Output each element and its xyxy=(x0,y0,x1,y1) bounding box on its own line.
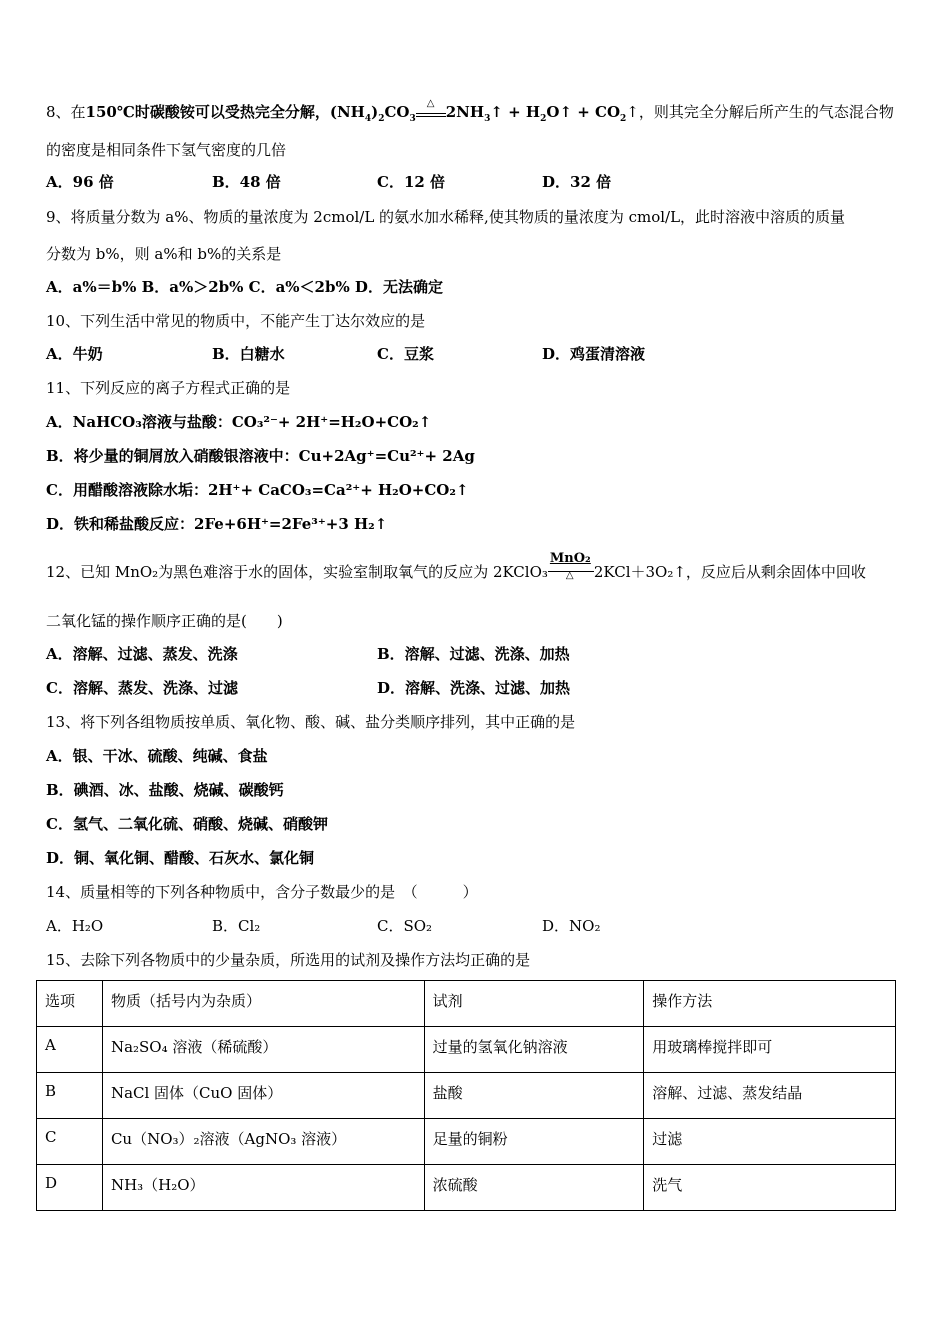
q14-option-a: A．H₂O xyxy=(46,917,104,935)
q9-options: A．a%＝b% B．a%＞2b% C．a%＜2b% D．无法确定 xyxy=(46,278,443,296)
q8-temp: 150℃ xyxy=(85,103,135,121)
q8-intro: 8、在 xyxy=(46,103,86,121)
q8-option-b: B．48 倍 xyxy=(212,173,281,191)
q14-option-c: C．SO₂ xyxy=(377,917,433,935)
q12-option-a: A．溶解、过滤、蒸发、洗涤 xyxy=(46,645,238,663)
q8-text3: CO xyxy=(384,103,410,121)
q12-post: 2KCl＋3O₂↑，反应后从剩余固体中回收 xyxy=(593,563,866,581)
q10-option-a: A．牛奶 xyxy=(46,345,103,363)
table-row xyxy=(37,1119,896,1165)
table-cell: 洗气 xyxy=(644,1165,896,1211)
q8-text2: ) xyxy=(371,103,379,121)
table-cell: C xyxy=(37,1119,103,1165)
q8-product2: ↑ + H xyxy=(490,103,541,121)
q15-table xyxy=(36,980,896,1211)
catalyst-arrow xyxy=(548,551,594,583)
q8-option-c: C．12 倍 xyxy=(377,173,446,191)
table-row xyxy=(37,1027,896,1073)
q12-line2: 二氧化锰的操作顺序正确的是( ) xyxy=(46,612,283,630)
q11-option-a: A．NaHCO₃溶液与盐酸：CO₃²⁻+ 2H⁺=H₂O+CO₂↑ xyxy=(46,413,432,431)
q13-option-b: B．碘酒、冰、盐酸、烧碱、碳酸钙 xyxy=(46,781,284,799)
q13-option-c: C．氢气、二氧化硫、硝酸、烧碱、硝酸钾 xyxy=(46,815,328,833)
table-cell: B xyxy=(37,1073,103,1119)
table-header-cell: 物质（括号内为杂质） xyxy=(102,981,424,1027)
q14-line1: 14、质量相等的下列各种物质中，含分子数最少的是 （ ） xyxy=(46,883,478,901)
q10-option-b: B．白糖水 xyxy=(212,345,285,363)
q8-product1: 2NH xyxy=(445,103,485,121)
q8-sub2: 2 xyxy=(378,114,385,124)
q8-sub4: 4 xyxy=(364,114,372,124)
table-cell: D xyxy=(37,1165,103,1211)
table-cell: 浓硫酸 xyxy=(424,1165,644,1211)
table-header-cell: 操作方法 xyxy=(644,981,896,1027)
table-cell: Na₂SO₄ 溶液（稀硫酸） xyxy=(102,1027,424,1073)
table-cell: 过滤 xyxy=(644,1119,896,1165)
heat-triangle-icon: △ xyxy=(565,570,574,581)
heat-triangle-icon: △ xyxy=(426,98,435,109)
q8-product1-sub: 3 xyxy=(484,114,491,124)
catalyst-label: MnO₂ xyxy=(549,551,591,566)
table-header-cell: 试剂 xyxy=(424,981,644,1027)
q9-line1: 9、将质量分数为 a%、物质的量浓度为 2cmol/L 的氨水加水稀释,使其物质的量浓度为 cmol/L，此时溶液中溶质的质量 xyxy=(46,208,846,226)
table-header-row xyxy=(37,981,896,1027)
q12-option-d: D．溶解、洗涤、过滤、加热 xyxy=(377,679,571,697)
q8-tail: ↑，则其完全分解后所产生的气态混合物 xyxy=(626,103,894,121)
table-header-cell: 选项 xyxy=(37,981,103,1027)
table-cell: NaCl 固体（CuO 固体） xyxy=(102,1073,424,1119)
table-cell: Cu（NO₃）₂溶液（AgNO₃ 溶液） xyxy=(102,1119,424,1165)
table-cell: 盐酸 xyxy=(424,1073,644,1119)
q8-product3-sub: 2 xyxy=(620,114,627,124)
q12-option-b: B．溶解、过滤、洗涤、加热 xyxy=(377,645,570,663)
q10-line1: 10、下列生活中常见的物质中，不能产生丁达尔效应的是 xyxy=(46,312,426,330)
q8-text1: 时碳酸铵可以受热完全分解，(NH xyxy=(134,103,365,121)
q10-option-d: D．鸡蛋清溶液 xyxy=(542,345,646,363)
q11-option-b: B．将少量的铜屑放入硝酸银溶液中：Cu+2Ag⁺=Cu²⁺+ 2Ag xyxy=(46,447,475,465)
table-cell: 足量的铜粉 xyxy=(424,1119,644,1165)
q13-line1: 13、将下列各组物质按单质、氧化物、酸、碱、盐分类顺序排列，其中正确的是 xyxy=(46,713,576,731)
table-row xyxy=(37,1073,896,1119)
q8-product3: O↑ + CO xyxy=(546,103,621,121)
table-cell: NH₃（H₂O） xyxy=(102,1165,424,1211)
table-cell: 过量的氢氧化钠溶液 xyxy=(424,1027,644,1073)
q13-option-d: D．铜、氧化铜、醋酸、石灰水、氯化铜 xyxy=(46,849,315,867)
q12-option-c: C．溶解、蒸发、洗涤、过滤 xyxy=(46,679,238,697)
q8-product2-sub: 2 xyxy=(540,114,547,124)
q8-line1 xyxy=(46,98,894,124)
q9-line2: 分数为 b%，则 a%和 b%的关系是 xyxy=(46,245,282,263)
q14-option-d: D．NO₂ xyxy=(542,917,601,935)
q13-option-a: A．银、干冰、硫酸、纯碱、食盐 xyxy=(46,747,268,765)
heat-equals-sign xyxy=(416,98,446,121)
q12-line1 xyxy=(46,551,866,583)
q8-option-d: D．32 倍 xyxy=(542,173,612,191)
q11-line1: 11、下列反应的离子方程式正确的是 xyxy=(46,379,291,397)
q11-option-c: C．用醋酸溶液除水垢：2H⁺+ CaCO₃=Ca²⁺+ H₂O+CO₂↑ xyxy=(46,481,469,499)
table-cell: 溶解、过滤、蒸发结晶 xyxy=(644,1073,896,1119)
q8-sub3: 3 xyxy=(409,114,416,124)
table-cell: A xyxy=(37,1027,103,1073)
table-cell: 用玻璃棒搅拌即可 xyxy=(644,1027,896,1073)
q10-option-c: C．豆浆 xyxy=(377,345,434,363)
q14-option-b: B．Cl₂ xyxy=(212,917,261,935)
q11-option-d: D．铁和稀盐酸反应：2Fe+6H⁺=2Fe³⁺+3 H₂↑ xyxy=(46,515,388,533)
table-row xyxy=(37,1165,896,1211)
q8-option-a: A．96 倍 xyxy=(46,173,114,191)
q8-line2: 的密度是相同条件下氢气密度的几倍 xyxy=(46,141,287,159)
q12-pre: 12、已知 MnO₂为黑色难溶于水的固体，实验室制取氧气的反应为 2KClO₃ xyxy=(46,563,548,581)
q15-line1: 15、去除下列各物质中的少量杂质，所选用的试剂及操作方法均正确的是 xyxy=(46,951,531,969)
